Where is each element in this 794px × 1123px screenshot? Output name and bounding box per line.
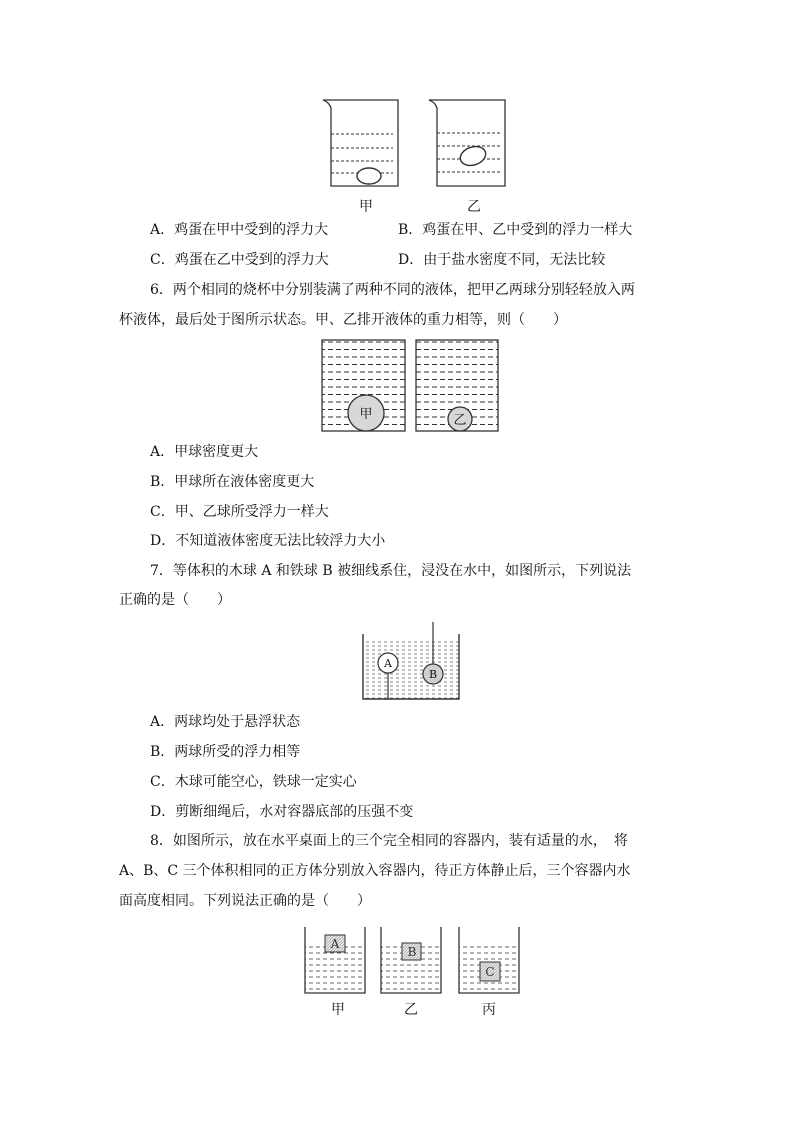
q7-question-line1: 7．等体积的木球 A 和铁球 B 被细线系住，浸没在水中，如图所示，下列说法	[150, 563, 632, 579]
q7-option-c: C．木球可能空心，铁球一定实心	[150, 774, 357, 790]
beaker-yi	[429, 100, 505, 186]
q5-beakers-figure	[315, 96, 515, 191]
q8-question-line2: A、B、C 三个体积相同的正方体分别放入容器内，待正方体静止后，三个容器内水	[119, 863, 631, 879]
q5-option-c: C．鸡蛋在乙中受到的浮力大	[150, 252, 329, 268]
q7-container-figure	[360, 620, 462, 702]
ball-jia-label: 甲	[359, 407, 373, 422]
q6-question-line1: 6．两个相同的烧杯中分别装满了两种不同的液体，把甲乙两球分别轻轻放入两	[150, 282, 635, 298]
q6-option-b: B．甲球所在液体密度更大	[150, 474, 315, 490]
q7-option-d: D．剪断细绳后，水对容器底部的压强不变	[150, 804, 414, 820]
q5-caption-yi: 乙	[467, 199, 481, 215]
q7-question-line2: 正确的是（ ）	[119, 592, 231, 608]
q8-containers-figure	[302, 926, 524, 996]
q5-option-a: A．鸡蛋在甲中受到的浮力大	[150, 222, 329, 238]
q8-question-line3: 面高度相同。下列说法正确的是（ ）	[119, 893, 371, 909]
egg-jia	[357, 168, 381, 184]
q6-option-d: D．不知道液体密度无法比较浮力大小	[150, 533, 386, 549]
q5-option-b: B．鸡蛋在甲、乙中受到的浮力一样大	[398, 222, 633, 238]
ball-yi-label: 乙	[453, 413, 467, 428]
q8-question-line1: 8．如图所示，放在水平桌面上的三个完全相同的容器内，装有适量的水， 将	[150, 833, 628, 849]
q7-option-b: B．两球所受的浮力相等	[150, 744, 301, 760]
cube-a-label: A	[330, 937, 340, 951]
ball-a-label: A	[384, 657, 392, 670]
beaker-jia	[323, 100, 398, 186]
egg-yi	[458, 143, 488, 168]
water	[363, 641, 459, 699]
cube-b-label: B	[407, 945, 417, 959]
container-bing	[459, 927, 519, 993]
q6-option-a: A．甲球密度更大	[150, 444, 259, 460]
q6-question-line2: 杯液体，最后处于图所示状态。甲、乙排开液体的重力相等，则（ ）	[119, 312, 567, 328]
q5-option-d: D．由于盐水密度不同，无法比较	[398, 252, 606, 268]
cube-c-label: C	[485, 965, 495, 979]
q8-caption-yi: 乙	[404, 1002, 418, 1018]
q6-beakers-figure	[320, 338, 502, 434]
q8-caption-bing: 丙	[482, 1002, 496, 1018]
q5-caption-jia: 甲	[359, 199, 373, 215]
q6-option-c: C．甲、乙球所受浮力一样大	[150, 504, 329, 520]
q7-option-a: A．两球均处于悬浮状态	[150, 714, 301, 730]
q8-caption-jia: 甲	[331, 1002, 345, 1018]
ball-b-label: B	[428, 668, 438, 681]
